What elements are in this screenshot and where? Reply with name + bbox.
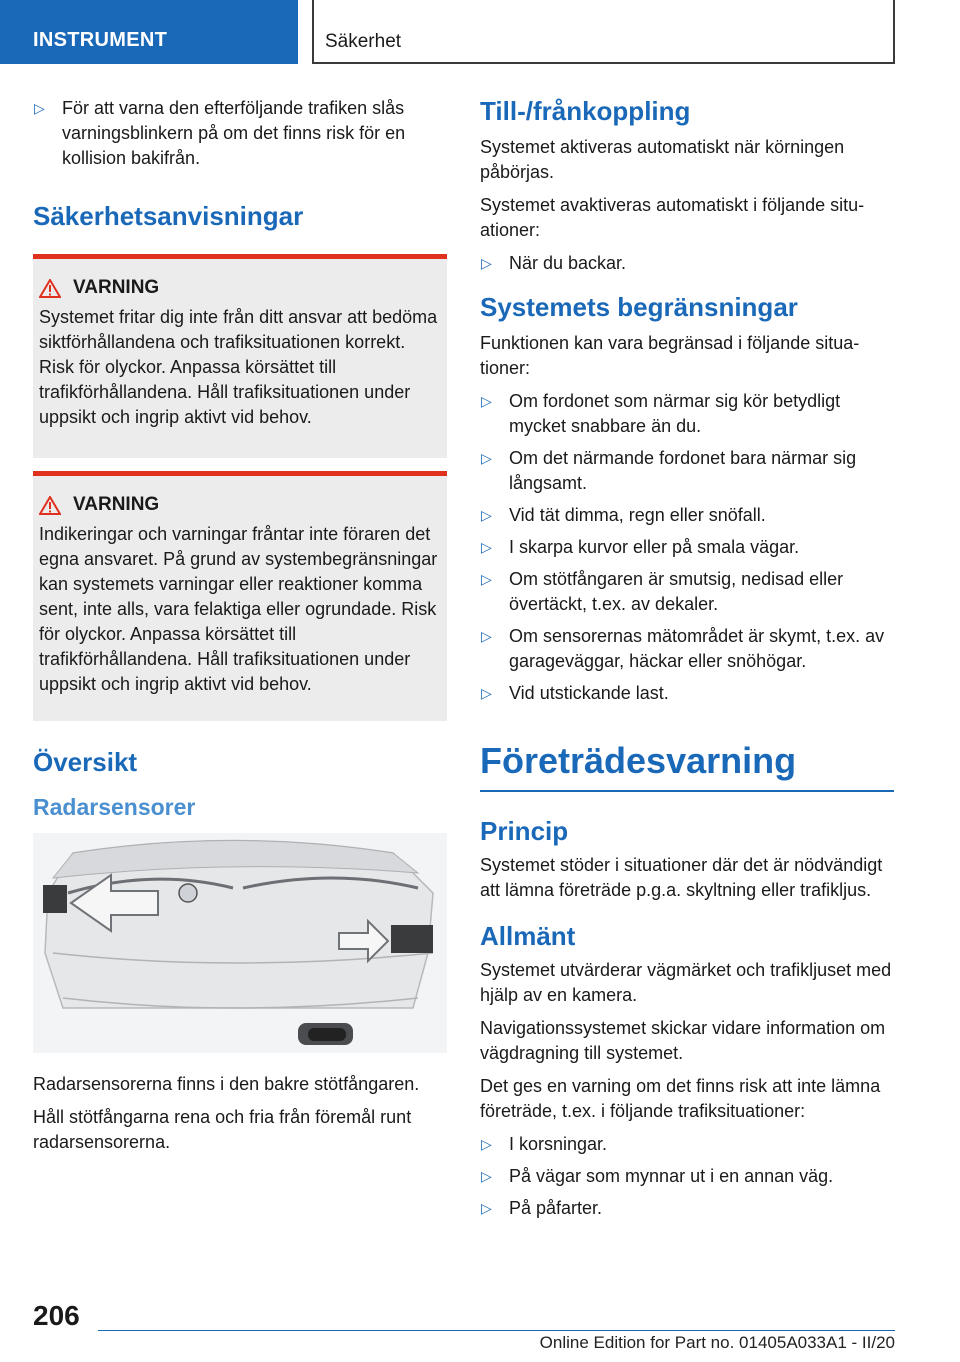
bullet-triangle-icon: ▷ [481,393,492,409]
list-item: ▷ När du backar. [480,251,894,276]
list-item: ▷ Om stötfångaren är smutsig, nedisad eller övertäckt, t.ex. av dekaler. [481,569,844,614]
list-item: ▷ För att varna den efterföljande trafiken slås varningsblinkern på om det finns risk för en kollision bakifrån. [34,98,406,168]
warning-text: Indikeringar och varningar fråntar inte föraren det egna ansvaret. På grund av systembegränsningar kan systemets varningar eller reaktioner komma sent, inte alls, vara felaktiga eller ogrundade. Risk för olyckor. Anpassa körsättet till trafikförhållandena. Håll trafiksituationen under uppsikt och ingrip aktivt vid behov. [39,524,438,694]
page-section-title: Säkerhet [325,31,402,52]
warning-triangle-icon [39,279,61,298]
list-item: ▷ På påfarter. [480,1196,894,1221]
bullet-triangle-icon: ▷ [481,507,492,523]
list-item: ▷ Vid utstickande last. [480,681,894,706]
overview-heading: Översikt [33,747,138,777]
warning-label: VARNING [73,494,160,515]
general-heading: Allmänt [480,921,576,951]
bullet-triangle-icon: ▷ [481,571,492,587]
list-item: ▷ Om det närmande fordonet bara närmar sig långsamt. [481,448,857,493]
list-item: ▷ Om sensorernas mätområdet är skymt, t.ex. av garageväggar, häckar eller snöhögar. [481,626,885,671]
right-column [480,96,894,1229]
warning-triangle-icon [39,496,61,515]
principle-heading: Princip [480,816,569,846]
warning-text: Systemet fritar dig inte från ditt ansvar att bedöma siktförhållandena och trafiksituationen korrekt. Risk för olyckor. Anpassa körsättet till trafikförhållandena. Håll trafiksituationen under uppsikt och ingrip aktivt vid behov. [39,307,438,427]
general-paragraph-3: Det ges en varning om det finns risk att inte lämna företräde, t.ex. i följande trafiksituationer: [480,1076,881,1121]
general-paragraph-2: Navigationssystemet skickar vidare information om vägdragning till systemet. [480,1018,886,1063]
left-column [33,96,447,1163]
limits-paragraph: Funktionen kan vara begränsad i följande situationer: [480,333,860,378]
bullet-triangle-icon: ▷ [481,1136,492,1152]
warning-box-1 [33,254,447,458]
edition-footer: Online Edition for Part no. 01405A033A1 - II/20 [539,1333,895,1352]
bullet-triangle-icon: ▷ [481,1168,492,1184]
principle-paragraph: Systemet stöder i situationer där det är nödvändigt att lämna företräde p.g.a. skyltning eller trafikljus. [480,855,883,900]
section-tab: INSTRUMENT [0,0,298,64]
bullet-triangle-icon: ▷ [481,539,492,555]
bullet-triangle-icon: ▷ [481,1200,492,1216]
onoff-paragraph-2: Systemet avaktiveras automatiskt i följande situationer: [480,195,865,240]
radar-paragraph-2: Håll stötfångarna rena och fria från föremål runt radarsensorerna. [33,1107,412,1152]
list-item: ▷ I skarpa kurvor eller på smala vägar. [480,535,894,560]
list-item: ▷ Vid tät dimma, regn eller snöfall. [480,503,894,528]
bullet-triangle-icon: ▷ [34,100,45,116]
priority-heading: Företrädesvarning [480,740,894,792]
page-number: 206 [33,1300,80,1331]
general-paragraph-1: Systemet utvärderar vägmärket och trafikljuset med hjälp av en kamera. [480,960,892,1005]
radar-paragraph-1: Radarsensorerna finns i den bakre stötfångaren. [33,1074,420,1094]
radar-heading: Radarsensorer [33,794,196,820]
list-item: ▷ På vägar som mynnar ut i en annan väg. [480,1164,894,1189]
warning-box-2 [33,471,447,721]
footer-divider [98,1330,895,1331]
bullet-triangle-icon: ▷ [481,255,492,271]
list-item: ▷ I korsningar. [480,1132,894,1157]
warning-label: VARNING [73,277,160,298]
bullet-triangle-icon: ▷ [481,450,492,466]
safety-heading: Säkerhetsanvisningar [33,201,304,231]
list-item: ▷ Om fordonet som närmar sig kör betydligt mycket snabbare än du. [481,391,841,436]
bullet-triangle-icon: ▷ [481,628,492,644]
limits-heading: Systemets begränsningar [480,292,798,322]
onoff-paragraph-1: Systemet aktiveras automatiskt när körningen påbörjas. [480,137,845,182]
onoff-heading: Till-/frånkoppling [480,96,691,126]
car-rear-radar-illustration [33,833,447,1053]
bullet-triangle-icon: ▷ [481,685,492,701]
